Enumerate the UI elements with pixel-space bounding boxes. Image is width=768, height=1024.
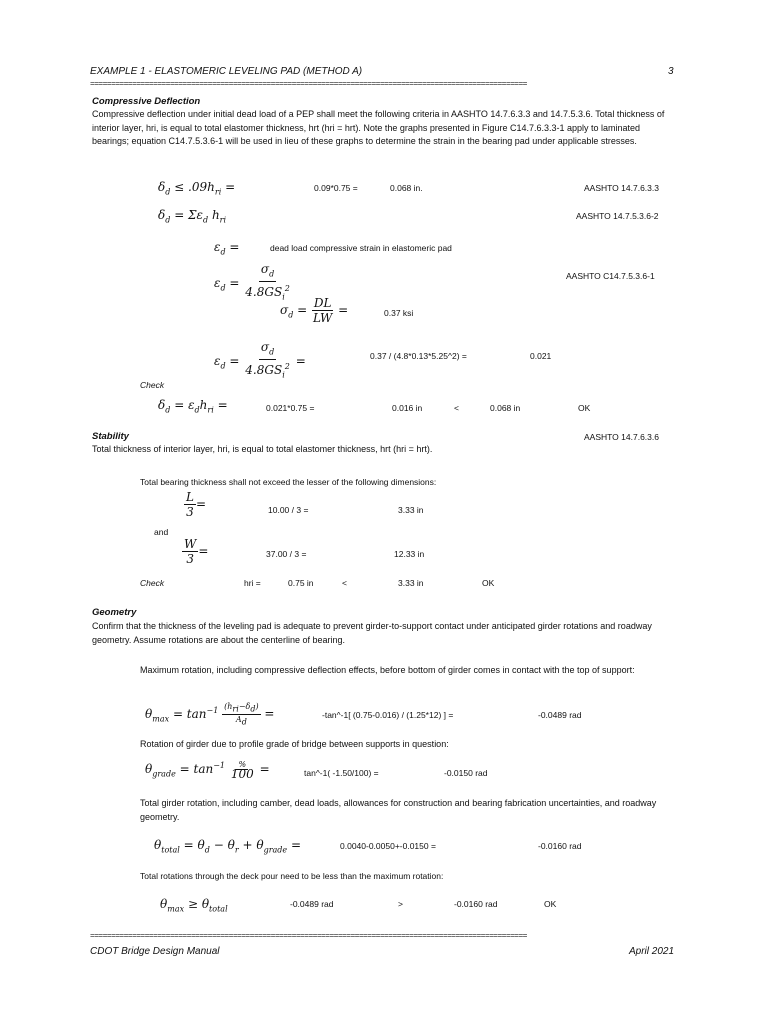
stability-check-status: OK [482,578,495,588]
eq1-reference: AASHTO 14.7.6.3.3 [584,183,659,193]
footer-left: CDOT Bridge Design Manual [90,946,220,957]
page-header-title: EXAMPLE 1 - ELASTOMERIC LEVELING PAD (METHOD A) [90,66,363,77]
footer-divider: ======================================================================================================== [90,932,527,941]
final-check-status: OK [544,899,557,909]
eq-length-third: $\frac{L}{3}$ = [186,490,207,519]
l3-result: 3.33 in [398,505,424,515]
eq2-reference: AASHTO 14.7.5.3.6-2 [576,211,659,221]
stability-paragraph: Total thickness of interior layer, hri, is equal to total elastomer thickness, hrt (hri = hrt). [92,444,433,454]
and-label: and [154,527,169,537]
eq-deflection-check: $\delta_d = \varepsilon_dh_{ri}$ = [158,398,228,415]
stability-check-operator: < [342,578,347,588]
stability-reference: AASHTO 14.7.6.3.6 [584,432,659,442]
eq-theta-grade: $\theta_{grade} = \tan^{-1}$ $\frac{\%}{100}$ = [145,760,270,781]
geometry-paragraph: Confirm that the thickness of the leveling pad is adequate to prevent girder-to-support contact under anticipated girder rotations and roadway geometry. Assume rotations are about the centerline of bearing. [92,621,652,645]
eq6-calc: 0.37 / (4.8*0.13*5.25^2) = [370,351,467,361]
stability-check-limit: 3.33 in [398,578,424,588]
eq6-result: 0.021 [530,351,552,361]
total-rotation-text: Total girder rotation, including camber, dead loads, allowances for construction and bearing fabrication uncertainties, and roadway geometry. [140,798,657,822]
eq-strain-definition: $\varepsilon_d$ = [214,240,240,257]
compressive-paragraph: Compressive deflection under initial dead load of a PEP shall meet the following criteria in AASHTO 14.7.6.3.3 and 14.7.5.3.6. Total thickness of interior layer, hri, is equal to total elastomer thickness, hrt (hri = hrt). Note the graphs presented in Figure C14.7.6.3.3-1 apply to laminated bearings; equation C14.7.5.3.6-1 will be used in lieu of these graphs to determine the strain in the bearing pad under applicable stresses. [92,109,665,146]
w3-result: 12.33 in [394,549,425,559]
check-calc: 0.021*0.75 = [266,403,315,413]
eq-theta-total: $\theta_{total} = \theta_d - \theta_r + \theta_{grade}$ = [154,838,302,855]
final-check-operator: > [398,899,403,909]
theta-total-result: -0.0160 rad [538,841,582,851]
check-limit: 0.068 in [490,403,521,413]
final-check-limit: -0.0160 rad [454,899,498,909]
footer-right: April 2021 [629,946,675,957]
eq-deflection-limit: $\delta_d \le .09h_{ri}$ = [158,180,236,197]
grade-text: Rotation of girder due to profile grade of bridge between supports in question: [140,739,449,749]
max-rotation-text: Maximum rotation, including compressive deflection effects, before bottom of girder comes in contact with the top of support: [140,665,635,675]
theta-grade-calc: tan^-1( -1.50/100) = [304,768,379,778]
eq1-calc: 0.09*0.75 = [314,183,358,193]
eq-strain-computed: $\varepsilon_d$ = $\frac{\sigma_d}{4.8GS_i^2}$ = [214,340,306,380]
eq3-description: dead load compressive strain in elastomeric pad [270,243,452,253]
theta-max-calc: -tan^-1[ (0.75-0.016) / (1.25*12) ] = [322,710,454,720]
eq-theta-max: $\theta_{max} = \tan^{-1}$ $\frac{(h_{ri}-\delta_d)}{A_d}$ = [145,702,275,727]
stability-intro: Total bearing thickness shall not exceed the lesser of the following dimensions: [140,477,437,487]
eq4-reference: AASHTO C14.7.5.3.6-1 [566,271,655,281]
deck-text: Total rotations through the deck pour need to be less than the maximum rotation: [140,871,444,881]
stability-check-value: 0.75 in [288,578,314,588]
header-divider: ======================================================================================================== [90,80,527,89]
stability-check-label: Check [140,578,165,588]
theta-grade-result: -0.0150 rad [444,768,488,778]
page-number: 3 [668,66,674,77]
eq1-result: 0.068 in. [390,183,423,193]
compressive-check-label: Check [140,380,165,390]
theta-total-calc: 0.0040-0.0050+-0.0150 = [340,841,436,851]
eq-deflection-sum: $\delta_d = \Sigma\varepsilon_d$ $h_{ri}$ [158,208,227,225]
eq-width-third: $\frac{W}{3}$ = [184,537,209,566]
section-heading-stability: Stability [92,431,129,442]
l3-calc: 10.00 / 3 = [268,505,309,515]
theta-max-result: -0.0489 rad [538,710,582,720]
eq-stress-formula: $\sigma_d$ = $\frac{DL}{LW}$ = [280,296,349,325]
stability-check-var: hri = [244,578,261,588]
section-heading-compressive-deflection: Compressive Deflection [92,96,201,107]
final-check-value: -0.0489 rad [290,899,334,909]
check-status: OK [578,403,591,413]
section-heading-geometry: Geometry [92,607,137,618]
w3-calc: 37.00 / 3 = [266,549,307,559]
eq-strain-formula: $\varepsilon_d$ = $\frac{\sigma_d}{4.8GS_i^2}$ [214,262,290,302]
check-operator: < [454,403,459,413]
eq5-result: 0.37 ksi [384,308,414,318]
check-value: 0.016 in [392,403,423,413]
eq-final-check: $\theta_{max} \ge \theta_{total}$ [160,897,228,914]
